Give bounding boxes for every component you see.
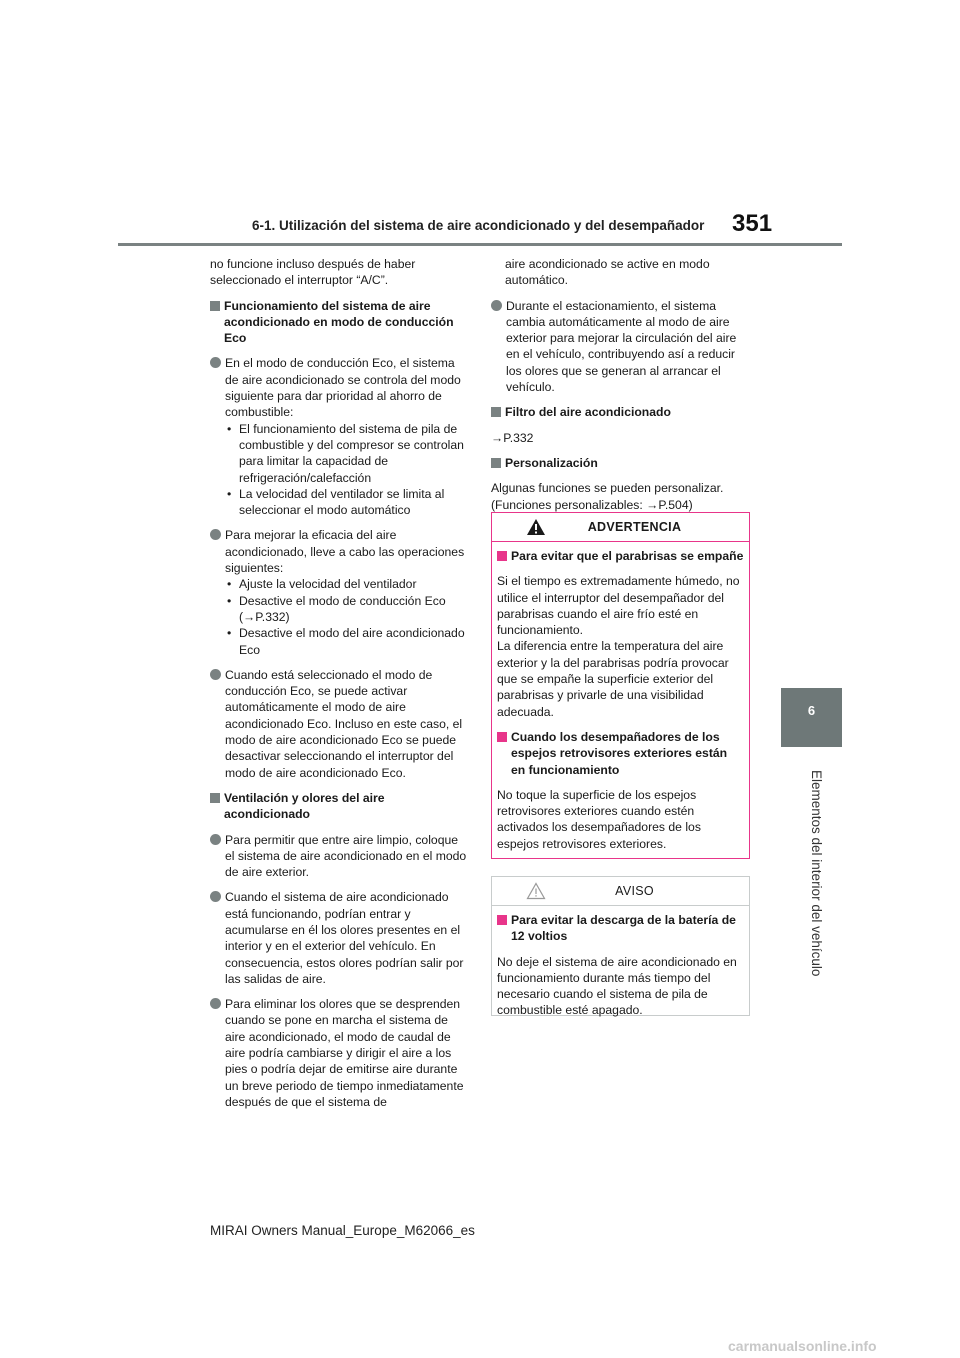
sub-item: • La velocidad del ventilador se limita al seleccionar el modo automático xyxy=(227,486,445,518)
section-title: 6-1. Utilización del sistema de aire acondicionado y del desempañador xyxy=(252,218,705,233)
warning-text: La diferencia entre la temperatura del aire exterior y la del parabrisas podría provocar que se empañe la superficie exterior del parabrisas y privarle de una visibilidad adecuada. xyxy=(497,639,729,719)
watermark: carmanualsonline.info xyxy=(728,1338,877,1354)
chapter-label: Elementos del interior del vehículo xyxy=(809,770,824,977)
circle-bullet-icon xyxy=(491,300,502,311)
filter-reference: →P.332 xyxy=(491,430,534,445)
circle-bullet-icon xyxy=(210,357,221,368)
caution-header xyxy=(492,877,749,906)
page-number: 351 xyxy=(732,210,773,237)
continued-text: aire acondicionado se active en modo automático. xyxy=(505,257,710,288)
customization-text: Algunas funciones se pueden personalizar. (Funciones personalizables: →P.504) xyxy=(491,481,724,512)
circle-bullet-icon xyxy=(210,669,221,680)
caution-text: No deje el sistema de aire acondicionado en funcionamiento durante más tiempo del necesario cuando el sistema de pila de combustible esté apagado. xyxy=(497,954,737,1018)
circle-bullet-icon xyxy=(210,998,221,1009)
section-heading-customization: Personalización xyxy=(491,455,753,471)
square-bullet-icon xyxy=(497,915,507,925)
section-heading-filter: Filtro del aire acondicionado xyxy=(491,404,753,420)
sub-item: • El funcionamiento del sistema de pila de combustible y del compresor se controlan para limitar la capacidad de refrigeración/calefacción xyxy=(227,421,464,485)
footer-text: MIRAI Owners Manual_Europe_M62066_es xyxy=(210,1223,475,1238)
warning-heading-mirrors: Cuando los desempañadores de los espejos retrovisores exteriores están en funcionamiento xyxy=(497,729,744,778)
intro-text: no funcione incluso después de haber seleccionado el interruptor “A/C”. xyxy=(210,257,416,288)
caution-title: AVISO xyxy=(615,884,654,898)
warning-text: No toque la superficie de los espejos retrovisores exteriores cuando estén activados los desempañadores de los espejos retrovisores exteriores. xyxy=(497,787,701,851)
warning-header xyxy=(492,513,749,542)
circle-bullet-icon xyxy=(210,834,221,845)
circle-bullet-icon xyxy=(210,891,221,902)
square-bullet-icon xyxy=(497,732,507,742)
header-divider xyxy=(118,243,842,246)
square-bullet-icon xyxy=(210,301,220,311)
bullet-item: Cuando está seleccionado el modo de conducción Eco, se puede activar automáticamente el modo de aire acondicionado Eco. Incluso en este caso, el modo de aire acondicionado Eco se puede desactivar seleccionando el interruptor del modo de aire acondicionado Eco. xyxy=(210,667,468,781)
right-column xyxy=(491,256,753,522)
circle-bullet-icon xyxy=(210,529,221,540)
bullet-item: Cuando el sistema de aire acondicionado está funcionando, podrían entrar y acumularse en él los olores presentes en el interior y en el exterior del vehículo. En consecuencia, estos olores podrían salir por las salidas de aire. xyxy=(210,889,468,987)
section-heading-ventilation: Ventilación y olores del aire acondicionado xyxy=(210,790,468,823)
chapter-tab: 6 xyxy=(781,688,842,747)
section-heading-eco: Funcionamiento del sistema de aire acondicionado en modo de conducción Eco xyxy=(210,298,468,347)
warning-title: ADVERTENCIA xyxy=(587,520,682,534)
square-bullet-icon xyxy=(491,458,501,468)
square-bullet-icon xyxy=(210,793,220,803)
warning-box xyxy=(491,512,750,859)
bullet-item: Para eliminar los olores que se desprenden cuando se pone en marcha el sistema de aire acondicionado, el modo de caudal de aire podría cambiarse y dirigir el aire a los pies o podría dejar de emitirse aire durante un breve periodo de tiempo inmediatamente después de que el sistema de xyxy=(210,996,468,1110)
bullet-item: En el modo de conducción Eco, el sistema de aire acondicionado se controla del modo siguiente para dar prioridad al ahorro de combustible: • El funcionamiento del sistema de pila de combustible y del compresor se controlan para limitar la capacidad de refrigeración/calefacción • La velocidad del ventilador se limita al seleccionar el modo automático xyxy=(210,355,468,518)
sub-item: • Desactive el modo del aire acondicionado Eco xyxy=(227,626,465,657)
caution-box xyxy=(491,876,750,1016)
square-bullet-icon xyxy=(497,551,507,561)
warning-heading-windshield: Para evitar que el parabrisas se empañe xyxy=(497,548,744,564)
warning-text: Si el tiempo es extremadamente húmedo, no utilice el interruptor del desempañador del parabrisas cuando el aire frío esté en funcionamiento. xyxy=(497,574,740,638)
bullet-item: Para mejorar la eficacia del aire acondicionado, lleve a cabo las operaciones siguientes: • Ajuste la velocidad del ventilador • Desactive el modo de conducción Eco (→P.332) • Desactive el modo del aire acondicionado Eco xyxy=(210,527,468,657)
square-bullet-icon xyxy=(491,407,501,417)
sub-item: • Ajuste la velocidad del ventilador xyxy=(227,577,417,592)
bullet-item: Durante el estacionamiento, el sistema cambia automáticamente al modo de aire exterior para mejorar la circulación del aire en el vehículo, contribuyendo así a reducir los olores que se generan al arrancar el vehículo. xyxy=(491,298,753,396)
left-column xyxy=(210,256,468,1119)
sub-item: • Desactive el modo de conducción Eco (→P.332) xyxy=(227,593,446,624)
caution-heading-battery: Para evitar la descarga de la batería de 12 voltios xyxy=(497,912,744,945)
bullet-item: Para permitir que entre aire limpio, coloque el sistema de aire acondicionado en el modo de aire exterior. xyxy=(210,832,468,881)
